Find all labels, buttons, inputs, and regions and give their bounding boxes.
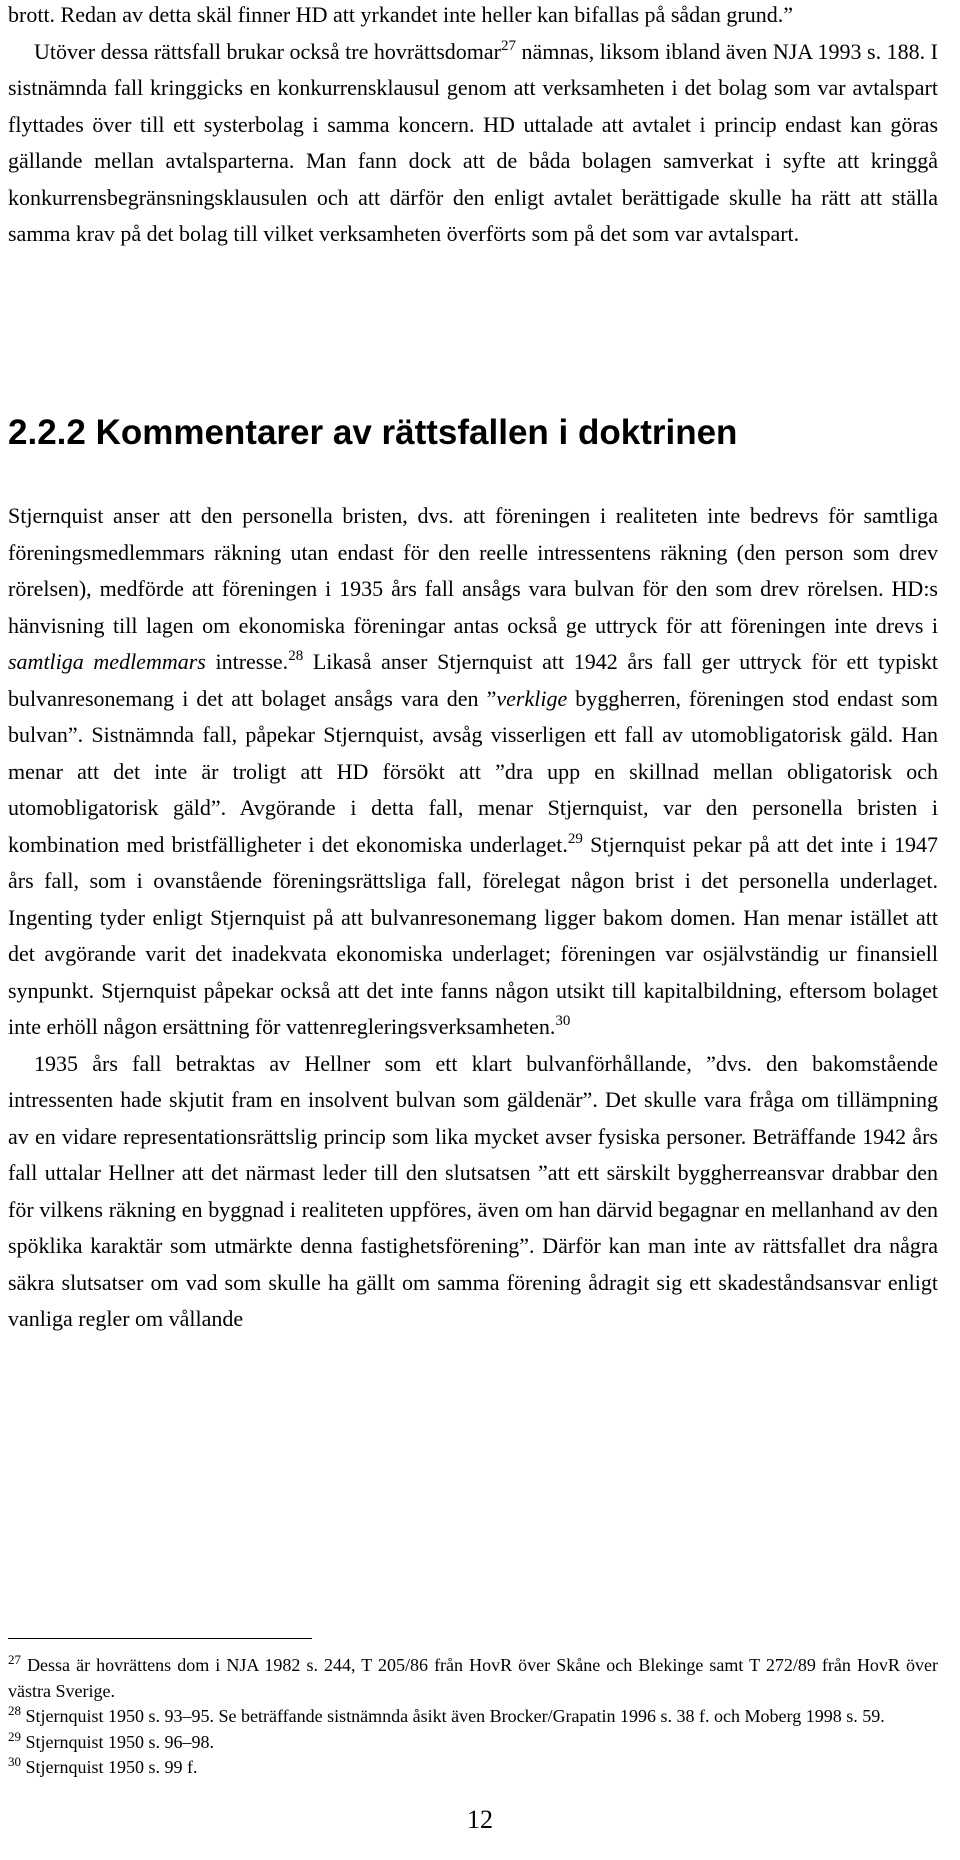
text-run: brott. Redan av detta skäl finner HD att yrkandet inte heller kan bifallas på sådan grund.” [8,2,794,27]
footnote-ref-27: 27 [500,37,516,54]
footnote-text: Stjernquist 1950 s. 96–98. [21,1731,215,1752]
footnote-ref-28: 28 [288,648,304,664]
footnote-30 [8,1755,938,1781]
footnotes [8,1653,938,1781]
footnote-text: Dessa är hovrättens dom i NJA 1982 s. 244, T 205/86 från HovR över Skåne och Blekinge samt T 272/89 från HovR över västra Sverige. [8,1655,938,1701]
section-heading: 2.2.2 Kommentarer av rättsfallen i doktrinen [8,413,738,452]
body-text-bottom [8,498,938,1338]
text-run: 1935 års fall betraktas av Hellner som ett klart bulvanförhållande, ”dvs. den bakomstående intressenten hade skjutit fram en insolvent bulvan som gäldenär”. Det skulle vara fråga om tillämpning av en vidare representationsrättslig princip som lika mycket avser fysiska personer. Beträffande 1942 års fall uttalar Hellner att det närmast leder till den slutsatsen ”att ett särskilt byggherreansvar drabbar den för vilkens räkning en byggnad i realiteten uppföres, även om han därvid begagnar en mellanhand av den spöklika karaktär som utmärkte denna fastighetsförening”. Därför kan man inte av rättsfallet dra några säkra slutsatser om vad som skulle ha gällt om samma förening ådragit sig ett skadeståndsansvar enligt vanliga regler om vållande [8,1050,938,1331]
text-run: Stjernquist anser att den personella bristen, dvs. att föreningen i realiteten inte bedrevs för samtliga föreningsmedlemmars räkning utan endast för den reelle intressentens räkning (den person som drev rörelsen), medförde att föreningen i 1935 års fall ansågs vara bulvan för den som drev rörelsen. HD:s hänvisning till lagen om ekonomiska föreningar antas också ge uttryck för att föreningen inte drevs i [8,503,938,638]
body-text-top [8,0,938,253]
paragraph [8,0,938,34]
footnote-number: 27 [8,1652,21,1667]
text-run: nämnas, liksom ibland även NJA 1993 s. 188. I sistnämnda fall kringgicks en konkurrensklausul genom att verksamheten i det bolag som var avtalspart flyttades över till ett systerbolag i samma koncern. HD uttalade att avtalet i princip endast kan göras gällande mellan avtalsparterna. Man fann dock att de båda bolagen samverkat i syfte att kringgå konkurrensbegränsningsklausulen och att därför den enligt avtalet berättigade skulle ha rätt att ställa samma krav på det bolag till vilket verksamheten överförts som på det som var avtalspart. [8,38,938,246]
paragraph [8,498,938,1046]
footnote-separator [8,1638,312,1639]
footnote-text: Stjernquist 1950 s. 93–95. Se beträffande sistnämnda åsikt även Brocker/Grapatin 1996 s. 38 f. och Moberg 1998 s. 59. [21,1706,885,1727]
footnote-28 [8,1704,938,1730]
emphasis: samtliga medlemmars [8,649,206,674]
footnote-number: 30 [8,1754,21,1770]
text-run: intresse. [205,649,289,674]
text-run: byggherren, föreningen stod endast som bulvan”. Sistnämnda fall, påpekar Stjernquist, avsåg visserligen ett fall av utomobligatorisk gäld. Han menar att det inte är troligt att HD försökt att ”dra upp en skillnad mellan obligatorisk och utomobligatorisk gäld”. Avgörande i detta fall, menar Stjernquist, var den personella bristen i kombination med bristfälligheter i det ekonomiska underlaget. [8,685,938,857]
footnote-number: 28 [8,1703,21,1719]
footnote-27 [8,1653,938,1704]
footnote-number: 29 [8,1728,21,1744]
footnote-ref-29: 29 [567,830,583,847]
text-run: Stjernquist pekar på att det inte i 1947 års fall, som i ovanstående föreningsrättsliga fall, förelegat någon brist i det personella underlaget. Ingenting tyder enligt Stjernquist på att bulvanresonemang ligger bakom domen. Han menar istället att det avgörande varit det inadekvata ekonomiska underlaget; föreningen var osjälvständig ur finansiell synpunkt. Stjernquist påpekar också att det inte fanns någon utsikt till kapitalbildning, eftersom bolaget inte erhöll någon ersättning för vattenregleringsverksamheten. [8,831,938,1039]
text-run: Utöver dessa rättsfall brukar också tre hovrättsdomar [34,38,501,64]
footnote-ref-30: 30 [555,1013,571,1029]
text-run: Likaså anser Stjernquist att 1942 års fall ger uttryck för ett typiskt bulvanresonemang i det att bolaget ansågs vara den ” [8,649,938,711]
paragraph [8,34,938,253]
footnote-text: Stjernquist 1950 s. 99 f. [21,1757,198,1778]
emphasis: verklige [496,685,568,711]
paragraph [8,1046,938,1338]
footnote-29 [8,1730,938,1756]
page-number: 12 [467,1805,493,1834]
